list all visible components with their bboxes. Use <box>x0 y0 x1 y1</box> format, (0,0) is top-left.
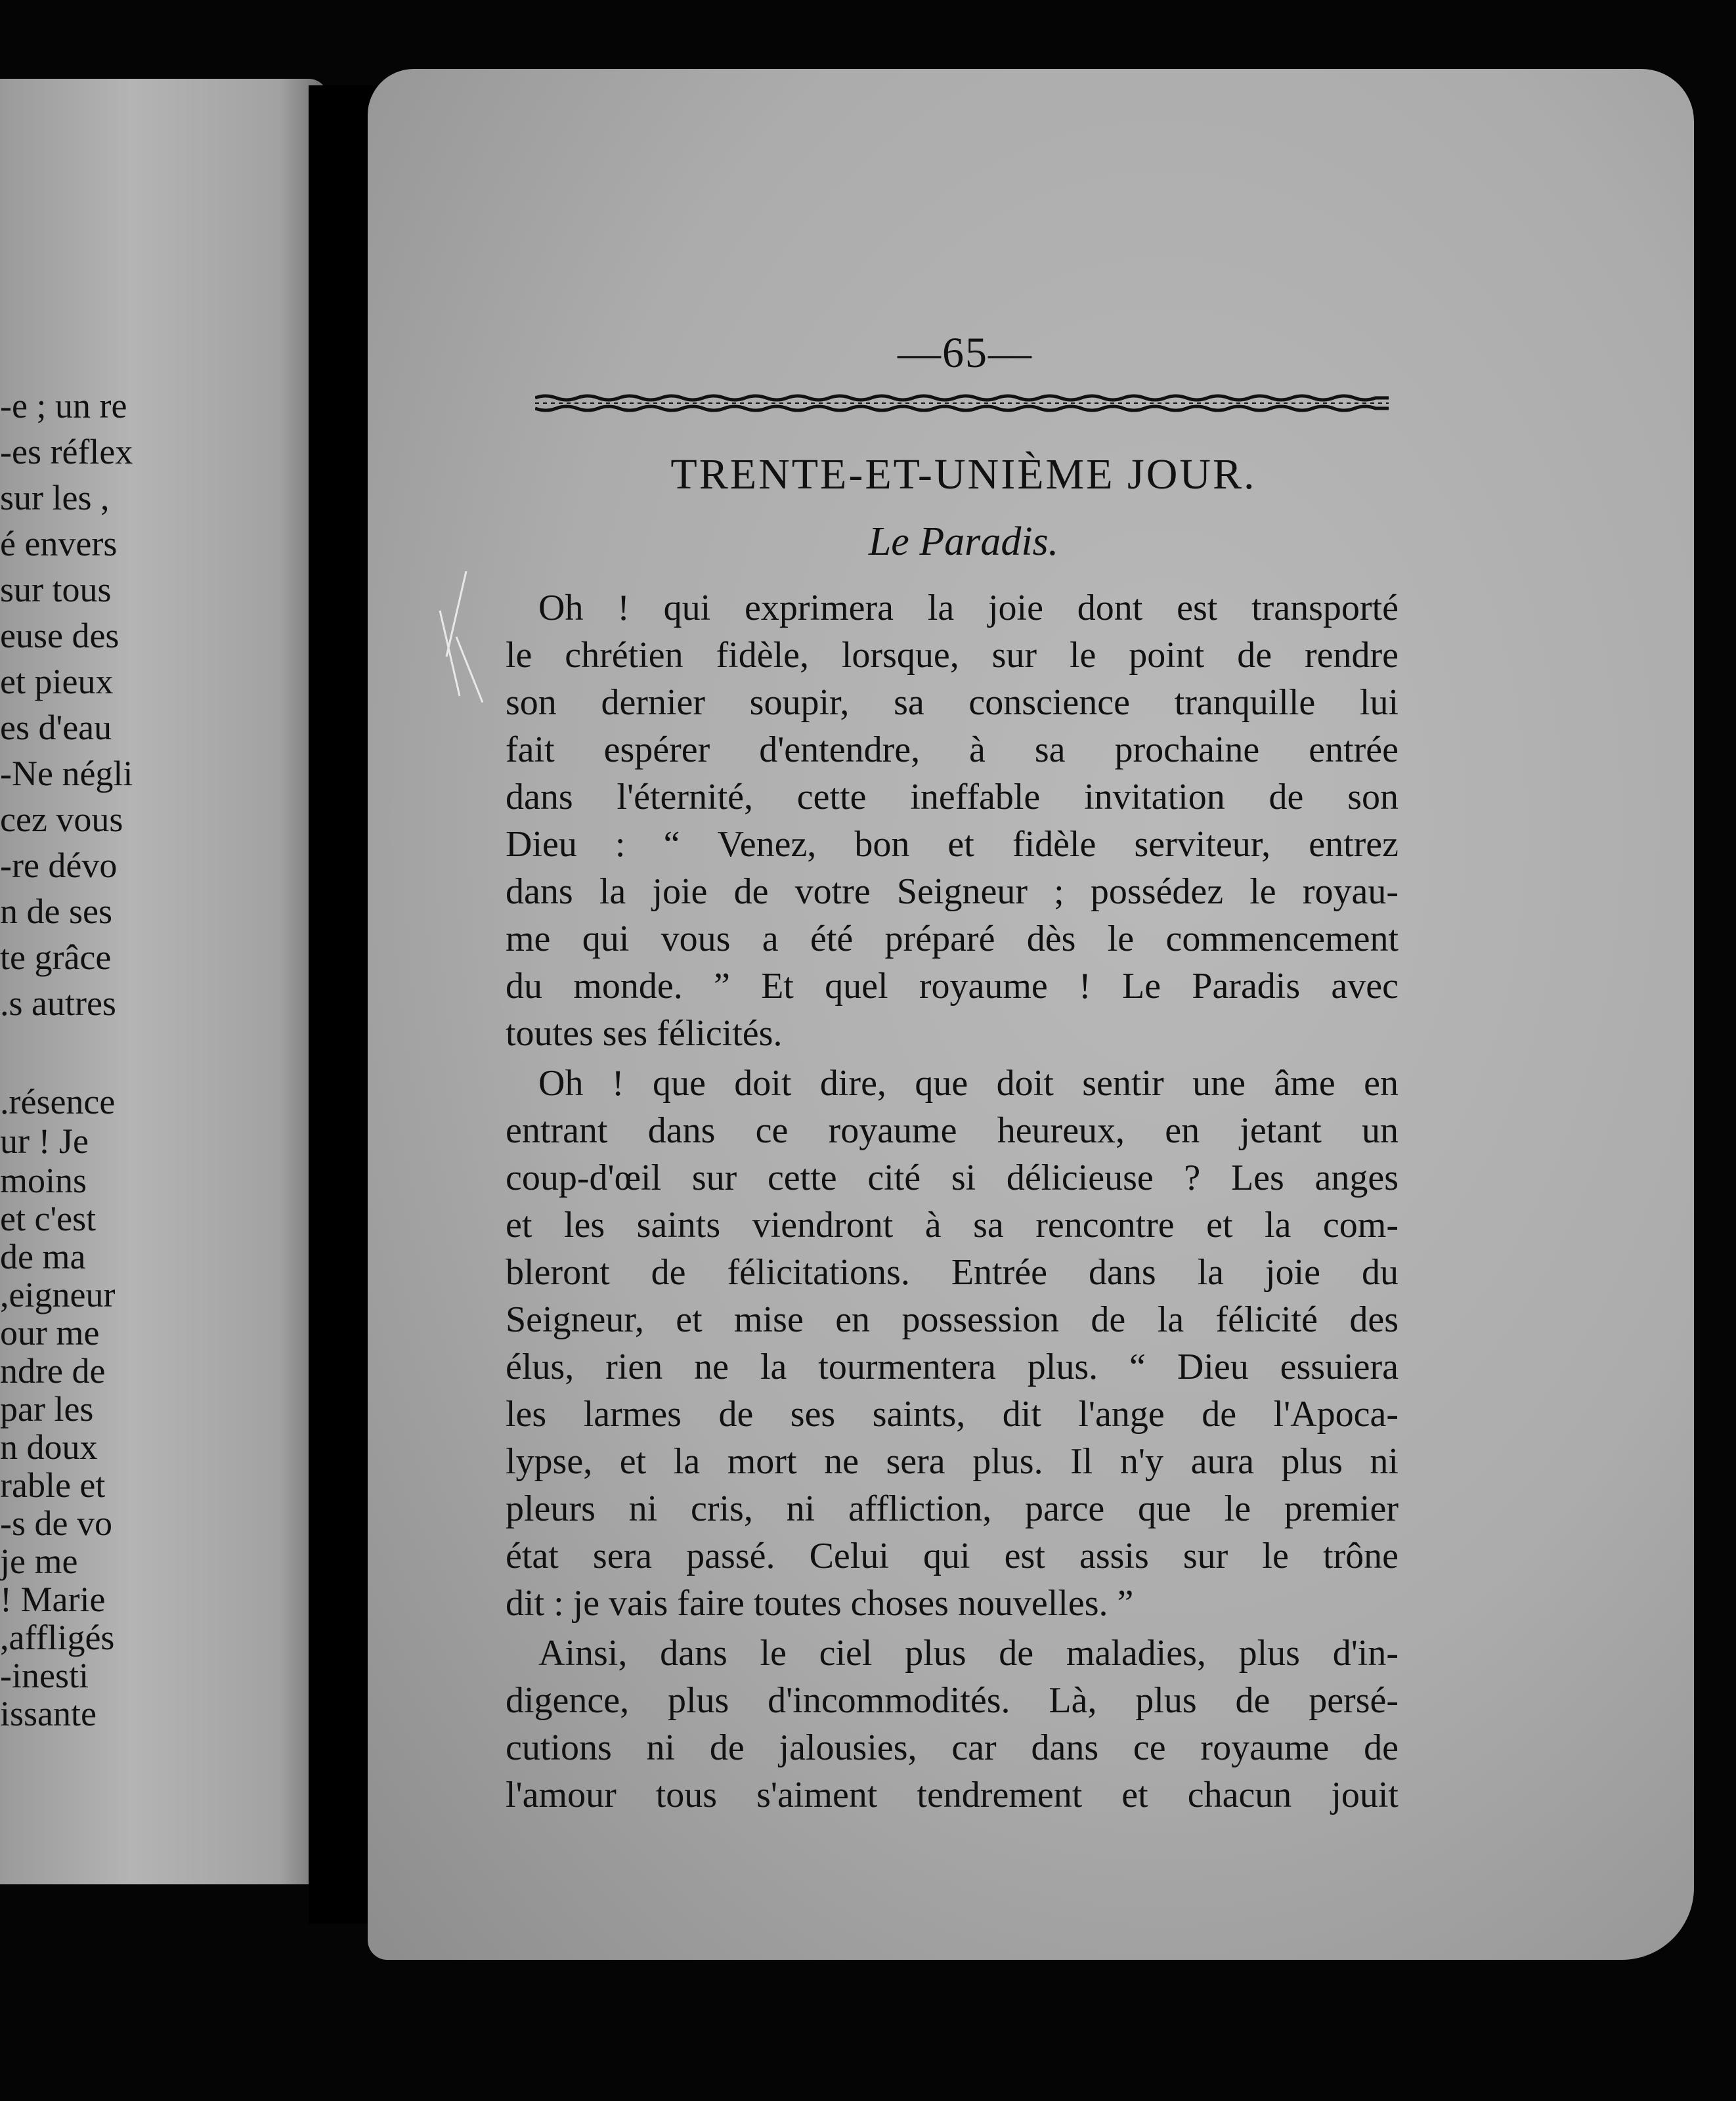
left-page-line: ndre de <box>0 1351 106 1391</box>
body-line: le chrétien fidèle, lorsque, sur le point de rendre <box>506 635 1399 676</box>
paper-scratch-mark <box>420 571 492 703</box>
left-page-line: par les <box>0 1389 94 1429</box>
body-line: état sera passé. Celui qui est assis sur le trône <box>506 1536 1399 1576</box>
left-page-line: es réflex- <box>0 432 133 471</box>
body-line: Oh ! que doit dire, que doit sentir une âme en <box>538 1063 1399 1104</box>
left-page-line: moins <box>0 1161 87 1200</box>
decorative-rule <box>535 394 1389 414</box>
left-page-line: et pieux <box>0 662 114 701</box>
left-page-line: eigneur, <box>0 1275 116 1314</box>
body-line: toutes ses félicités. <box>506 1013 783 1054</box>
left-page-line: te grâce <box>0 938 112 977</box>
body-line: me qui vous a été préparé dès le commencement <box>506 919 1399 959</box>
left-page-line: s autres. <box>0 984 116 1023</box>
left-page-line: sur tous <box>0 570 112 609</box>
left-page-line: euse des <box>0 616 119 655</box>
left-page-line: é envers <box>0 524 118 563</box>
left-page-line: n doux <box>0 1427 98 1467</box>
left-page-line: inesti- <box>0 1656 89 1695</box>
left-page-line: je me <box>0 1542 78 1581</box>
body-line: bleront de félicitations. Entrée dans la joie du <box>506 1252 1399 1293</box>
body-line: son dernier soupir, sa conscience tranquille lui <box>506 682 1399 723</box>
left-page-line: ur ! Je <box>0 1121 89 1161</box>
chapter-subtitle: Le Paradis. <box>868 519 1059 564</box>
left-page-line: issante <box>0 1694 97 1733</box>
left-page-line: rable et <box>0 1465 106 1505</box>
chapter-title: TRENTE-ET-UNIÈME JOUR. <box>670 450 1257 498</box>
left-page-line: our me <box>0 1313 100 1353</box>
body-line: lypse, et la mort ne sera plus. Il n'y aura plus ni <box>506 1441 1399 1482</box>
body-line: l'amour tous s'aiment tendrement et chacun jouit <box>506 1775 1399 1815</box>
left-page-line: cez vous <box>0 800 123 839</box>
body-line: Ainsi, dans le ciel plus de maladies, plus d'in- <box>538 1633 1399 1674</box>
body-line: dans la joie de votre Seigneur ; possédez le royau- <box>506 871 1399 912</box>
left-page-line: résence. <box>0 1082 116 1121</box>
left-page-line: n de ses <box>0 892 112 931</box>
left-page-line: et c'est <box>0 1199 97 1238</box>
body-line: cutions ni de jalousies, car dans ce royaume de <box>506 1727 1399 1768</box>
left-page-line: s de vo- <box>0 1504 112 1543</box>
body-line: Seigneur, et mise en possession de la félicité des <box>506 1299 1399 1340</box>
body-line: dans l'éternité, cette ineffable invitation de son <box>506 777 1399 817</box>
body-line: Oh ! qui exprimera la joie dont est transporté <box>538 588 1399 628</box>
left-page-line: e ; un re- <box>0 386 127 425</box>
body-line: Dieu : “ Venez, bon et fidèle serviteur, entrez <box>506 824 1399 865</box>
left-page-line: Ne négli- <box>0 754 133 793</box>
left-page <box>0 79 328 1884</box>
left-page-line: , sur les <box>0 478 110 517</box>
left-page-line: es d'eau <box>0 708 112 747</box>
body-line: élus, rien ne la tourmentera plus. “ Dieu essuiera <box>506 1347 1399 1387</box>
body-line: fait espérer d'entendre, à sa prochaine entrée <box>506 729 1399 770</box>
body-line: coup-d'œil sur cette cité si délicieuse ? Les anges <box>506 1158 1399 1198</box>
body-line: dit : je vais faire toutes choses nouvelles. ” <box>506 1583 1134 1624</box>
left-page-line: Marie ! <box>0 1580 106 1619</box>
body-line: entrant dans ce royaume heureux, en jetant un <box>506 1110 1399 1151</box>
body-line: digence, plus d'incommodités. Là, plus de persé- <box>506 1680 1399 1721</box>
page-number: —65— <box>898 329 1033 377</box>
body-line: du monde. ” Et quel royaume ! Le Paradis avec <box>506 966 1399 1007</box>
body-line: et les saints viendront à sa rencontre et la com- <box>506 1205 1399 1245</box>
left-page-line: affligés, <box>0 1618 115 1657</box>
body-line: les larmes de ses saints, dit l'ange de l'Apoca- <box>506 1394 1399 1435</box>
left-page-line: re dévo- <box>0 846 118 885</box>
left-page-line: de ma <box>0 1237 86 1276</box>
body-line: pleurs ni cris, ni affliction, parce que le premier <box>506 1488 1399 1529</box>
